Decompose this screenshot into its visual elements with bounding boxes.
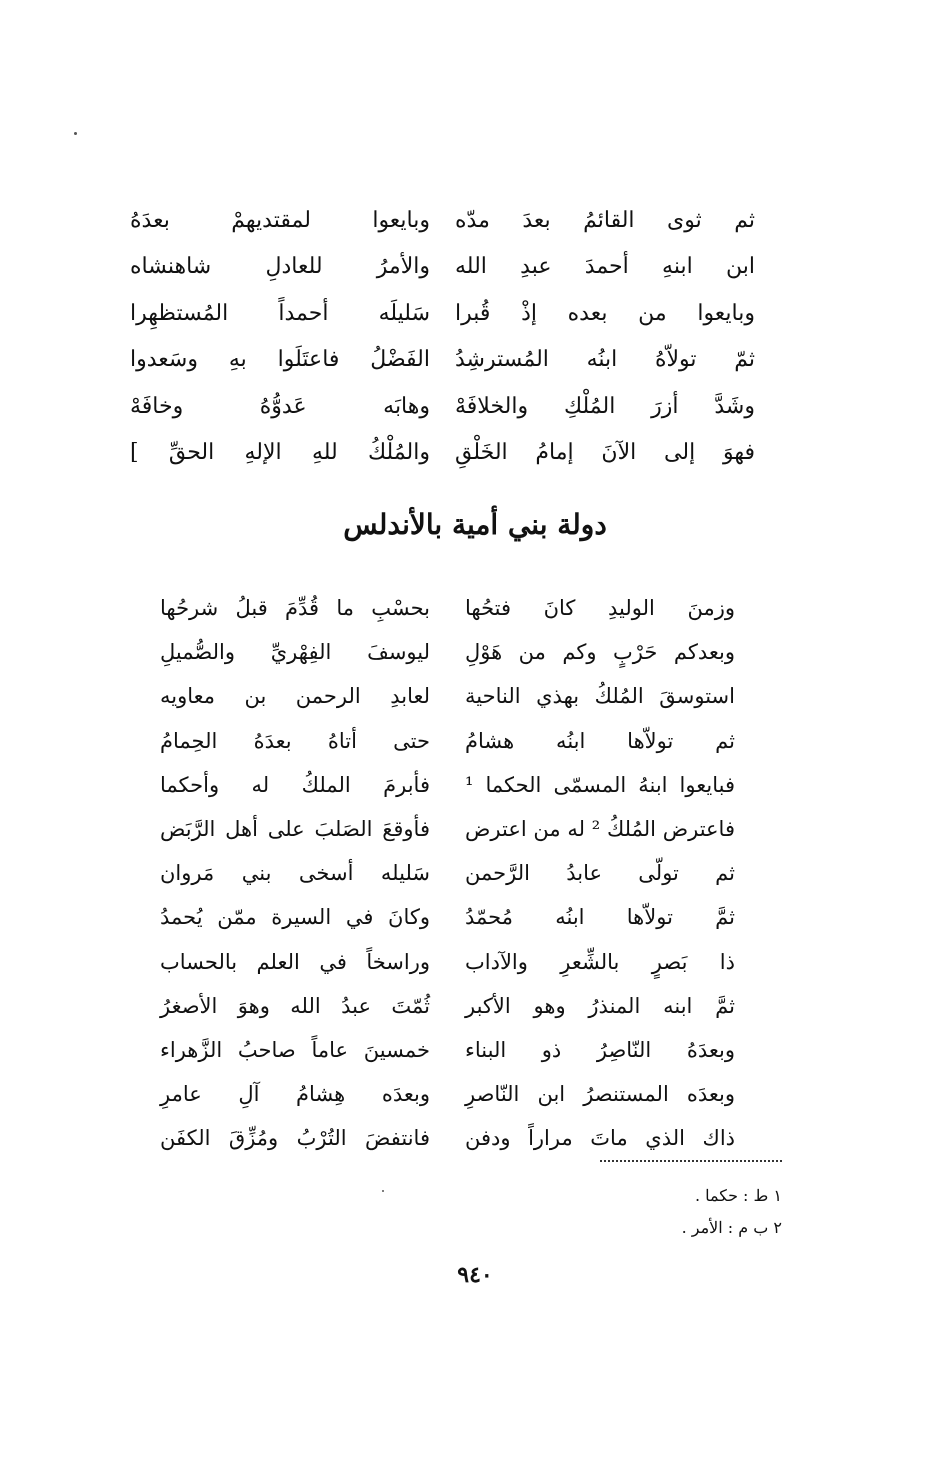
verse-line xyxy=(160,851,735,895)
verse-second-hemistich: وبعدَه هِشامُ آلِ عامرِ xyxy=(160,1082,430,1107)
verse-second-hemistich: فأبرمَ الملكُ له وأحكما xyxy=(160,772,430,797)
top-verse-block xyxy=(130,197,755,476)
verse-line xyxy=(160,895,735,939)
verse-second-hemistich: لعابدِ الرحمن بن معاويه xyxy=(160,684,430,709)
verse-first-hemistich: ابن ابنهِ أحمدَ عبدِ الله xyxy=(455,254,755,280)
verse-second-hemistich: والأمرُ للعادلِ شاهنشاه xyxy=(130,254,430,280)
verse-line xyxy=(160,763,735,807)
verse-line xyxy=(160,984,735,1028)
verse-line xyxy=(160,1028,735,1072)
footnote-divider xyxy=(600,1160,782,1162)
verse-line xyxy=(160,940,735,984)
verse-line xyxy=(160,807,735,851)
verse-second-hemistich: ثُمّتَ عبدُ الله وهوَ الأصغرُ xyxy=(160,993,430,1018)
verse-line xyxy=(160,586,735,630)
verse-line xyxy=(160,674,735,718)
footnote: ٢ ب م : الأمر . xyxy=(681,1218,782,1237)
verse-second-hemistich: الفَضْلُ فاعتَلَوا بهِ وسَعدوا xyxy=(130,347,430,373)
verse-first-hemistich: وشَدَّ أزرَ المُلْكِ والخلافَهْ xyxy=(455,393,755,419)
verse-second-hemistich: والمُلْكُ للهِ الإلهِ الحقِّ ] xyxy=(130,440,430,466)
verse-first-hemistich: فبايعوا ابنهُ المسمّى الحكما ¹ xyxy=(465,772,735,797)
verse-first-hemistich: ذاك الذي ماتَ مراراً ودفن xyxy=(465,1126,735,1151)
verse-first-hemistich: ثمَّ ابنه المنذرُ وهو الأكبر xyxy=(465,993,735,1018)
verse-second-hemistich: ليوسفَ الفِهْريِّ والصُّميلِ xyxy=(160,640,430,665)
verse-line xyxy=(130,430,755,477)
verse-first-hemistich: وزمنَ الوليدِ كانَ فتحُها xyxy=(465,596,735,621)
verse-first-hemistich: وبايعوا من بعده إذْ قُبرا xyxy=(455,300,755,326)
verse-second-hemistich: خمسينَ عاماً صاحبُ الزَّهراء xyxy=(160,1037,430,1062)
verse-line xyxy=(160,1072,735,1116)
verse-first-hemistich: ثم تولاّها ابنُه هشامُ xyxy=(465,728,735,753)
verse-first-hemistich: وبعدَه المستنصرُ ابن النّاصرِ xyxy=(465,1082,735,1107)
stray-ink-dot xyxy=(74,132,77,135)
verse-first-hemistich: ثم ثوى القائمُ بعدَ مدّه xyxy=(455,207,755,233)
verse-second-hemistich: حتى أتاهُ بعدَهُ الحِمامُ xyxy=(160,728,430,753)
verse-first-hemistich: استوسقَ المُلكُ بهذي الناحية xyxy=(465,684,735,709)
verse-line xyxy=(160,719,735,763)
verse-second-hemistich: فانتفضَ التُرْبُ ومُزِّقَ الكفَن xyxy=(160,1126,430,1151)
verse-line xyxy=(160,630,735,674)
verse-first-hemistich: فاعترض المُلكُ ² له من اعترض xyxy=(465,817,735,842)
bottom-verse-block xyxy=(160,586,735,1160)
page-number: ٩٤٠ xyxy=(457,1262,493,1288)
verse-first-hemistich: ثمّ تولاّهُ ابنُه المُسترشِدُ xyxy=(455,347,755,373)
verse-first-hemistich: وبعدكم حَرْبٍ وكم من هَوْلِ xyxy=(465,640,735,665)
verse-line xyxy=(130,383,755,430)
verse-line xyxy=(130,290,755,337)
footnote: ١ ط : حكما . xyxy=(694,1186,782,1205)
verse-second-hemistich: وهابَه عَدوُّهُ وخافَهْ xyxy=(130,393,430,419)
verse-second-hemistich: سَليله أسخى بني مَروان xyxy=(160,861,430,886)
verse-second-hemistich: سَليلَه أحمداً المُستظهِرا xyxy=(130,300,430,326)
verse-line xyxy=(130,197,755,244)
verse-first-hemistich: وبعدَهُ النّاصِرُ ذو البناء xyxy=(465,1037,735,1062)
verse-second-hemistich: بحسْبِ ما قُدِّمَ قبلُ شرحُها xyxy=(160,596,430,621)
section-title: دولة بني أمية بالأندلس xyxy=(343,508,607,541)
footnotes xyxy=(560,1180,782,1244)
verse-line xyxy=(160,1116,735,1160)
verse-first-hemistich: فهوَ إلى الآنَ إمامُ الخَلْقِ xyxy=(455,440,755,466)
verse-line xyxy=(130,337,755,384)
verse-second-hemistich: وكانَ في السيرة ممّن يُحمدُ xyxy=(160,905,430,930)
verse-first-hemistich: ذا بَصرٍ بالشِّعرِ والآداب xyxy=(465,949,735,974)
verse-first-hemistich: ثم تولّى عابدُ الرَّحمن xyxy=(465,861,735,886)
verse-second-hemistich: وراسخاً في العلم بالحساب xyxy=(160,949,430,974)
verse-line xyxy=(130,244,755,291)
stray-ink-dot xyxy=(382,1190,384,1192)
verse-second-hemistich: فأوقعَ الصَلبَ على أهل الرَّبَض xyxy=(160,817,430,842)
verse-second-hemistich: وبايعوا لمقتديهمْ بعدَهُ xyxy=(130,207,430,233)
verse-first-hemistich: ثمَّ تولاّها ابنُه مُحمّدُ xyxy=(465,905,735,930)
